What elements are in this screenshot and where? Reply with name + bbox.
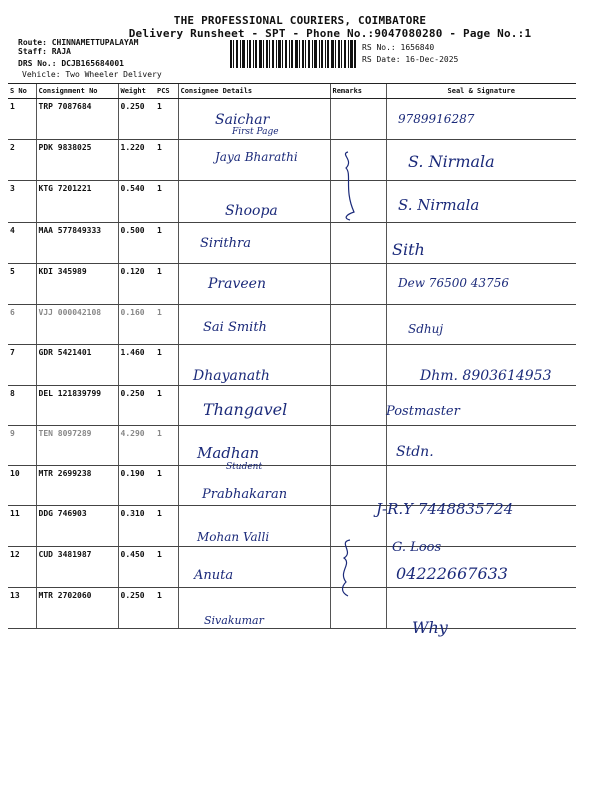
handwritten-consignee: Sivakumar (204, 614, 264, 627)
handwritten-consignee: Praveen (208, 276, 266, 292)
table-row (8, 426, 576, 466)
weight-cell: 0.450 (118, 547, 155, 588)
weight-cell: 1.460 (118, 345, 155, 386)
handwritten-signature: Postmaster (386, 404, 460, 419)
remark-bracket-mark (336, 538, 360, 618)
vehicle-label: Vehicle: Two Wheeler Delivery (22, 70, 162, 79)
pcs-cell: 1 (155, 506, 178, 547)
col-header-consignment: Consignment No (36, 84, 118, 99)
handwritten-consignee: Saichar (215, 112, 270, 128)
table-row (8, 386, 576, 426)
sno-cell: 4 (8, 223, 36, 264)
weight-cell: 4.290 (118, 426, 155, 466)
sno-cell: 8 (8, 386, 36, 426)
remarks-cell (330, 264, 386, 305)
remarks-cell (330, 305, 386, 345)
weight-cell: 0.310 (118, 506, 155, 547)
col-header-consignee: Consignee Details (178, 84, 330, 99)
handwritten-signature: Why (412, 618, 448, 637)
staff-label: Staff: RAJA (18, 47, 71, 56)
pcs-cell: 1 (155, 345, 178, 386)
sno-cell: 11 (8, 506, 36, 547)
handwritten-consignee: Thangavel (203, 400, 288, 419)
table-row (8, 99, 576, 140)
handwritten-consignee: Dhayanath (193, 368, 270, 384)
handwritten-signature: S. Nirmala (398, 196, 480, 214)
rs-date: RS Date: 16-Dec-2025 (362, 55, 459, 64)
consignment-cell: VJJ 000042108 (36, 305, 118, 345)
weight-cell: 1.220 (118, 140, 155, 181)
rs-number: RS No.: 1656840 (362, 43, 435, 52)
handwritten-consignee: Sai Smith (203, 320, 267, 335)
consignment-cell: GDR 5421401 (36, 345, 118, 386)
handwritten-consignee: Anuta (194, 568, 234, 583)
pcs-cell: 1 (155, 181, 178, 223)
route-label: Route: CHINNAMETTUPALAYAM (18, 38, 139, 47)
barcode (230, 40, 356, 68)
weight-cell: 0.160 (118, 305, 155, 345)
drs-number: DRS No.: DCJB165684001 (18, 59, 124, 68)
consignment-cell: MTR 2702060 (36, 588, 118, 629)
remarks-cell (330, 386, 386, 426)
pcs-cell: 1 (155, 386, 178, 426)
sno-cell: 3 (8, 181, 36, 223)
consignment-cell: TRP 7087684 (36, 99, 118, 140)
sno-cell: 10 (8, 466, 36, 506)
handwritten-consignee: Sirithra (200, 236, 251, 251)
pcs-cell: 1 (155, 588, 178, 629)
col-header-signature: Seal & Signature (386, 84, 576, 99)
col-header-weight: Weight (118, 84, 155, 99)
consignment-cell: KTG 7201221 (36, 181, 118, 223)
handwritten-consignee: Student (226, 462, 263, 472)
weight-cell: 0.500 (118, 223, 155, 264)
company-title: THE PROFESSIONAL COURIERS, COIMBATORE (173, 14, 427, 27)
pcs-cell: 1 (155, 426, 178, 466)
runsheet-subtitle: Delivery Runsheet - SPT - Phone No.:9047080280 - Page No.:1 (128, 27, 532, 40)
consignment-cell: DDG 746903 (36, 506, 118, 547)
table-row (8, 588, 576, 629)
handwritten-signature: Dhm. 8903614953 (420, 368, 552, 384)
table-row (8, 223, 576, 264)
consignment-cell: MAA 577849333 (36, 223, 118, 264)
weight-cell: 0.250 (118, 588, 155, 629)
sno-cell: 13 (8, 588, 36, 629)
col-header-sno: S No (8, 84, 36, 99)
consignment-cell: KDI 345989 (36, 264, 118, 305)
consignment-cell: MTR 2699238 (36, 466, 118, 506)
pcs-cell: 1 (155, 305, 178, 345)
pcs-cell: 1 (155, 140, 178, 181)
handwritten-signature: G. Loos (392, 540, 442, 555)
table-row (8, 181, 576, 223)
consignment-cell: CUD 3481987 (36, 547, 118, 588)
handwritten-signature: 9789916287 (398, 112, 475, 126)
handwritten-consignee: Mohan Valli (197, 530, 270, 544)
handwritten-consignee: Jaya Bharathi (215, 150, 298, 164)
consignment-cell: PDK 9838025 (36, 140, 118, 181)
handwritten-signature: J-R.Y 7448835724 (376, 500, 514, 518)
pcs-cell: 1 (155, 264, 178, 305)
sno-cell: 9 (8, 426, 36, 466)
sno-cell: 1 (8, 99, 36, 140)
handwritten-signature: 04222667633 (396, 564, 508, 583)
remarks-cell (330, 345, 386, 386)
sno-cell: 2 (8, 140, 36, 181)
handwritten-signature: S. Nirmala (408, 152, 495, 171)
consignment-cell: TEN 8097289 (36, 426, 118, 466)
pcs-cell: 1 (155, 99, 178, 140)
pcs-cell: 1 (155, 223, 178, 264)
table-header-row (8, 84, 576, 99)
handwritten-consignee: First Page (232, 127, 279, 137)
handwritten-consignee: Prabhakaran (202, 487, 288, 502)
handwritten-signature: Dew 76500 43756 (398, 276, 509, 290)
weight-cell: 0.540 (118, 181, 155, 223)
sno-cell: 5 (8, 264, 36, 305)
handwritten-signature: Sith (392, 240, 425, 259)
remarks-cell (330, 99, 386, 140)
weight-cell: 0.120 (118, 264, 155, 305)
weight-cell: 0.250 (118, 99, 155, 140)
sno-cell: 12 (8, 547, 36, 588)
handwritten-signature: Stdn. (396, 444, 434, 460)
remarks-cell (330, 426, 386, 466)
pcs-cell: 1 (155, 466, 178, 506)
handwritten-consignee: Madhan (197, 444, 260, 462)
col-header-pcs: PCS (155, 84, 178, 99)
weight-cell: 0.190 (118, 466, 155, 506)
handwritten-signature: Sdhuj (408, 322, 444, 336)
sno-cell: 7 (8, 345, 36, 386)
sno-cell: 6 (8, 305, 36, 345)
pcs-cell: 1 (155, 547, 178, 588)
col-header-remarks: Remarks (330, 84, 386, 99)
table-row (8, 305, 576, 345)
remark-bracket-mark (340, 150, 364, 230)
weight-cell: 0.250 (118, 386, 155, 426)
consignment-cell: DEL 121839799 (36, 386, 118, 426)
handwritten-consignee: Shoopa (225, 203, 278, 219)
